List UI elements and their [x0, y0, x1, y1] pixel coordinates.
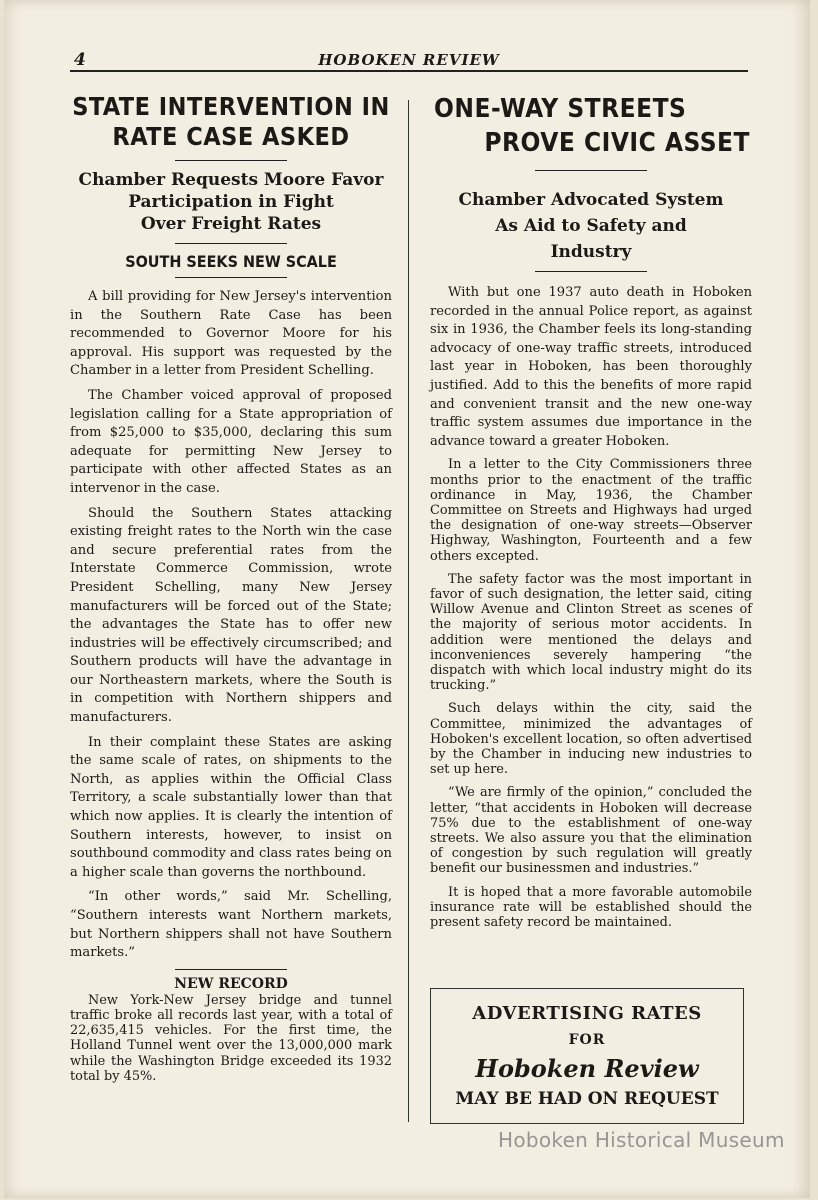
museum-watermark: Hoboken Historical Museum — [498, 1128, 785, 1152]
left-headline-line-1: STATE INTERVENTION IN — [72, 92, 390, 121]
deck-rule — [175, 243, 287, 244]
ad-line-4: MAY BE HAD ON REQUEST — [455, 1089, 719, 1109]
headline-rule — [175, 160, 287, 161]
left-paragraph: In their complaint these States are asking the same scale of rates, on shipments to the North, as applies within the Official Class Territory, a scale substantially lower than that which now applies. It is clearly the intention of Southern interests, however, to insist on southbound commodity and class rates being on a higher scale than governs the northbound. — [70, 734, 392, 880]
left-paragraph: “In other words,” said Mr. Schelling, “Southern interests want Northern markets, but Northern shippers shall not have Southern markets.” — [70, 889, 392, 961]
deck-rule — [535, 271, 647, 272]
right-paragraph: In a letter to the City Commissioners three months prior to the enactment of the traffic ordinance in May, 1936, the Chamber Committee on Streets and Highways had urged the designation of one-way streets—Observer Highway, Washington, Fourteenth and a few others excepted. — [430, 457, 752, 564]
column-divider — [408, 100, 409, 1122]
right-deck — [430, 187, 752, 265]
left-deck-line-2: Participation in Fight — [128, 192, 334, 212]
left-paragraph: A bill providing for New Jersey's intervention in the Southern Rate Case has been recommended to Governor Moore for his approval. His support was requested by the Chamber in a letter from President Schelling. — [70, 289, 392, 379]
right-headline-line-1: ONE-WAY STREETS — [434, 94, 687, 124]
right-paragraph: The safety factor was the most important in favor of such designation, the letter said, citing Willow Avenue and Clinton Street as scenes of the majority of serious motor accidents. In addition were mentioned the delays and inconveniences severely hampering “the dispatch with which local industry might do its trucking.” — [430, 571, 752, 694]
advertising-box — [430, 988, 744, 1124]
right-headline — [430, 92, 752, 160]
left-column — [70, 88, 392, 1092]
right-paragraph: “We are firmly of the opinion,” concluded the letter, “that accidents in Hoboken will decrease 75% due to the establishment of one-way streets. We also assure you that the elimination of congestion by such regulation will greatly benefit our businessmen and industries.” — [430, 785, 752, 877]
section-rule — [175, 969, 287, 970]
ad-line-2: FOR — [568, 1032, 606, 1048]
right-column — [430, 88, 752, 938]
magazine-page — [4, 0, 810, 1198]
subhead-rule — [175, 277, 287, 278]
new-record-text: New York-New Jersey bridge and tunnel traffic broke all records last year, with a total of 22,635,415 vehicles. For the first time, the Holland Tunnel went over the 13,000,000 mark while the Washington Bridge exceeded its 1932 total by 45%. — [70, 992, 392, 1084]
ad-line-1: ADVERTISING RATES — [472, 1003, 702, 1024]
headline-rule — [535, 170, 647, 171]
running-header — [70, 48, 748, 72]
left-paragraph: The Chamber voiced approval of proposed legislation calling for a State appropriation of from $25,000 to $35,000, declaring this sum adequate for permitting New Jersey to participate with other affected States as an intervenor in the case. — [70, 387, 392, 496]
left-headline-line-2: RATE CASE ASKED — [112, 122, 350, 151]
right-paragraph: It is hoped that a more favorable automobile insurance rate will be established should the present safety record be maintained. — [430, 884, 752, 931]
left-deck-line-1: Chamber Requests Moore Favor — [78, 170, 384, 190]
left-subhead: SOUTH SEEKS NEW SCALE — [125, 252, 337, 271]
right-deck-line-3: Industry — [550, 242, 632, 262]
publication-name: HOBOKEN REVIEW — [318, 51, 500, 69]
right-deck-line-2: As Aid to Safety and — [495, 216, 687, 236]
left-paragraph: Should the Southern States attacking existing freight rates to the North win the case and secure preferential rates from the Interstate Commerce Commission, wrote President Schelling, many New Jersey manufacturers will be forced out of the State; the advantages the State has to offer new industries will be effectively circumscribed; and Southern products will have the advantage in our Northeastern markets, where the South is in competition with Northern shippers and manufacturers. — [70, 505, 392, 726]
left-deck-line-3: Over Freight Rates — [140, 214, 322, 234]
right-paragraph: With but one 1937 auto death in Hoboken recorded in the annual Police report, as against six in 1936, the Chamber feels its long-standing advocacy of one-way traffic streets, introduced last year in Hoboken, has been thoroughly justified. Add to this the benefits of more rapid and convenient transit and the new one-way traffic system assumes due importance in the advance toward a greater Hoboken. — [430, 285, 752, 449]
ad-line-3: Hoboken Review — [475, 1054, 699, 1083]
page-number: 4 — [74, 50, 86, 70]
left-deck — [70, 169, 392, 235]
right-deck-line-1: Chamber Advocated System — [458, 190, 724, 210]
new-record-heading: NEW RECORD — [174, 975, 288, 992]
left-headline — [70, 92, 392, 152]
right-paragraph: Such delays within the city, said the Committee, minimized the advantages of Hoboken's excellent location, so often advertised by the Chamber in inducing new industries to set up here. — [430, 701, 752, 778]
right-headline-line-2: PROVE CIVIC ASSET — [484, 128, 750, 158]
